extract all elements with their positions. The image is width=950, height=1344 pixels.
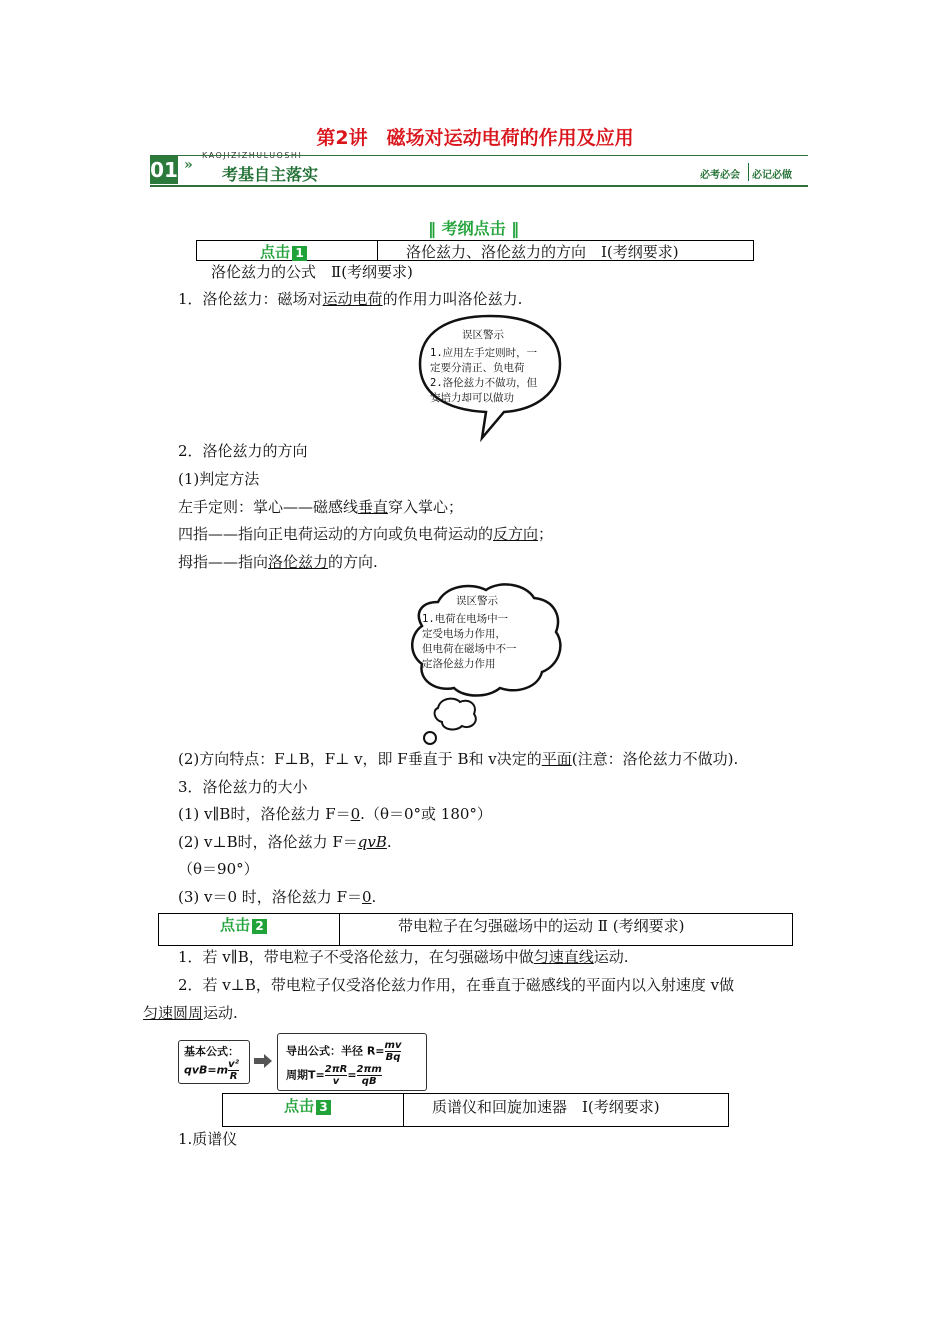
rule-palm: 左手定则：掌心——磁感线垂直穿入掌心； <box>178 498 464 516</box>
svg-text:1.电荷在电场中一: 1.电荷在电场中一 <box>422 613 509 625</box>
paragraph-2-1: (1)判定方法 <box>178 470 260 488</box>
svg-text:安培力却可以做功: 安培力却可以做功 <box>430 392 514 404</box>
page-title: 第2讲 磁场对运动电荷的作用及应用 <box>316 127 634 149</box>
section-1-text: 洛伦兹力、洛伦兹力的方向 Ⅰ(考纲要求) <box>406 243 679 261</box>
svg-text:定受电场力作用，: 定受电场力作用， <box>422 628 506 640</box>
section-3-label: 点击 3 <box>284 1095 331 1116</box>
svg-text:2.洛伦兹力不做功，但: 2.洛伦兹力不做功，但 <box>430 377 538 389</box>
warning-bubble-2 <box>408 580 568 748</box>
section-3-text: 质谱仪和回旋加速器 Ⅰ(考纲要求) <box>432 1098 660 1116</box>
banner-top-line <box>150 155 808 156</box>
section-1-label: 点击 1 <box>260 241 307 262</box>
section-2-paragraph-1: 1．若 v∥B，带电粒子不受洛伦兹力，在匀强磁场中做匀速直线运动. <box>178 948 629 966</box>
svg-text:但电荷在磁场中不一: 但电荷在磁场中不一 <box>422 643 517 655</box>
section-3-paragraph-1: 1.质谱仪 <box>178 1130 238 1148</box>
paragraph-2: 2．洛伦兹力的方向 <box>178 442 308 460</box>
section-2-paragraph-2b: 匀速圆周运动. <box>143 1004 238 1022</box>
section-2-paragraph-2a: 2．若 v⊥B，带电粒子仅受洛伦兹力作用，在垂直于磁感线的平面内以入射速度 v做 <box>178 976 735 994</box>
paragraph-2-2: (2)方向特点：F⊥B，F⊥ v，即 F垂直于 B和 v决定的平面(注意：洛伦兹力不做功). <box>178 750 739 768</box>
paragraph-3-2b: （θ＝90°） <box>178 860 259 878</box>
svg-text:定要分清正、负电荷: 定要分清正、负电荷 <box>430 362 525 374</box>
svg-text:定洛伦兹力作用: 定洛伦兹力作用 <box>422 658 496 670</box>
warning-bubble-1 <box>412 312 568 442</box>
banner-bottom-line <box>150 185 808 187</box>
right-arrow-icon <box>253 1054 273 1068</box>
derived-formula-box: 导出公式：半径 R= $\frac{mv}{Bq}$ 周期T= $\frac{2\pi R}{v}$ = $\frac{2\pi m}{qB}$ <box>277 1033 427 1091</box>
paragraph-1: 1．洛伦兹力：磁场对运动电荷的作用力叫洛伦兹力. <box>178 290 523 308</box>
bubble-1-title: 误区警示 <box>462 329 504 341</box>
chevron-icon: » <box>184 157 193 173</box>
section-2-text: 带电粒子在匀强磁场中的运动 Ⅱ (考纲要求) <box>398 917 685 935</box>
paragraph-3: 3．洛伦兹力的大小 <box>178 778 308 796</box>
rule-thumb: 拇指——指向洛伦兹力的方向. <box>178 553 378 571</box>
section-1-subtext: 洛伦兹力的公式 Ⅱ(考纲要求) <box>211 263 413 281</box>
section-number-badge: 01 <box>150 158 178 182</box>
paragraph-3-3: (3) v＝0 时，洛伦兹力 F＝0. <box>178 888 377 906</box>
section-2-label: 点击 2 <box>220 914 267 935</box>
svg-text:1.应用左手定则时，一: 1.应用左手定则时，一 <box>430 347 538 359</box>
banner-right-b: 必记必做 <box>752 170 792 181</box>
rule-fingers: 四指——指向正电荷运动的方向或负电荷运动的反方向； <box>178 525 554 543</box>
paragraph-3-1: (1) v∥B时，洛伦兹力 F＝0.（θ＝0°或 180°） <box>178 805 492 823</box>
paragraph-3-2: (2) v⊥B时，洛伦兹力 F＝qvB. <box>178 833 392 851</box>
bubble-2-title: 误区警示 <box>456 595 498 607</box>
banner-heading: 考基自主落实 <box>222 165 319 184</box>
outline-heading: ‖ 考纲点击 ‖ <box>428 219 520 238</box>
basic-formula-box: 基本公式： qvB=m $\frac{\text{v²}}{R}$ <box>178 1040 250 1084</box>
banner-right-a: 必考必会 <box>700 170 740 181</box>
banner-divider <box>748 163 749 181</box>
